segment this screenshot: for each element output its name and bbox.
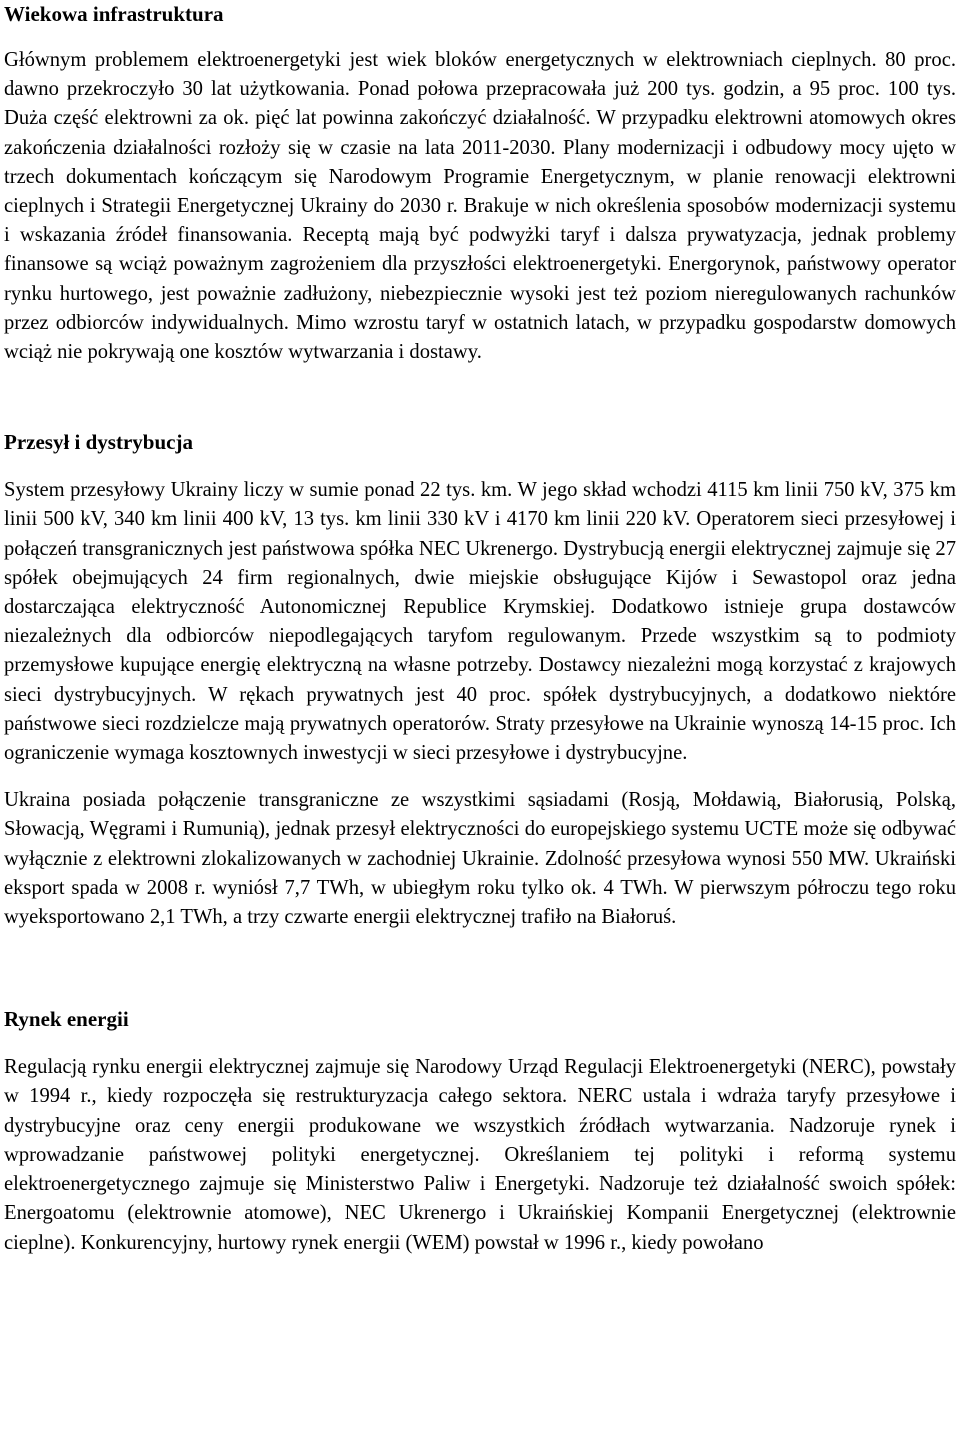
paragraph-infrastructure: Głównym problemem elektroenergetyki jest wiek bloków energetycznych w elektrowniach cieplnych. 80 proc. dawno przekroczyło 30 lat użytkowania. Ponad połowa przepracowała już 200 tys. godzin, a 95 proc. 100 tys. Duża część elektrowni za ok. pięć lat powinna zakończyć działalność. W przypadku elektrowni atomowych okres zakończenia działalności rozłoży się w czasie na lata 2011-2030. Plany modernizacji i odbudowy mocy ujęto w trzech dokumentach kończącym się Narodowym Programie Energetycznym, w planie renowacji elektrowni cieplnych i Strategii Energetycznej Ukrainy do 2030 r. Brakuje w nich określenia sposobów modernizacji systemu i wskazania źródeł finansowania. Receptą mają być podwyżki taryf i dalsza prywatyzacja, jednak problemy finansowe są wciąż poważnym zagrożeniem dla przyszłości elektroenergetyki. Energorynok, państwowy operator rynku hurtowego, jest poważnie zadłużony, niebezpiecznie wysoki jest też poziom nieregulowanych rachunków przez odbiorców indywidualnych. Mimo wzrostu taryf w ostatnich latach, w przypadku gospodarstw domowych wciąż nie pokrywają one kosztów wytwarzania i dostawy. xyxy=(4,49,956,364)
section-heading-transmission: Przesył i dystrybucja xyxy=(4,430,193,455)
section-heading-infrastructure: Wiekowa infrastruktura xyxy=(4,2,224,26)
paragraph-cross-border: Ukraina posiada połączenie transgraniczne ze wszystkimi sąsiadami (Rosją, Mołdawią, Białorusią, Polską, Słowacją, Węgrami i Rumunią), jednak przesył elektryczności do europejskiego systemu UCTE może się odbywać wyłącznie z elektrowni zlokalizowanych w zachodniej Ukrainie. Zdolność przesyłowa wynosi 550 MW. Ukraiński eksport spada w 2008 r. wyniósł 7,7 TWh, w ubiegłym roku tylko ok. 4 TWh. W pierwszym półroczu tego roku wyeksportowano 2,1 TWh, a trzy czwarte energii elektrycznej trafiło na Białoruś. xyxy=(4,789,956,929)
paragraph-energy-market: Regulacją rynku energii elektrycznej zajmuje się Narodowy Urząd Regulacji Elektroenergetyki (NERC), powstały w 1994 r., kiedy rozpoczęła się restrukturyzacja całego sektora. NERC ustala i wdraża taryfy przesyłowe i dystrybucyjne oraz ceny energii produkowane we wszystkich źródłach wytwarzania. Nadzoruje rynek i wprowadzanie państwowej polityki energetycznej. Określaniem tej polityki i reformą systemu elektroenergetycznego zajmuje się Ministerstwo Paliw i Energetyki. Nadzoruje też działalność swoich spółek: Energoatomu (elektrownie atomowe), NEC Ukrenergo i Ukraińskiej Kompanii Energetycznej (elektrownie cieplne). Konkurencyjny, hurtowy rynek energii (WEM) powstał w 1996 r., kiedy powołano xyxy=(4,1056,956,1254)
section-heading-energy-market: Rynek energii xyxy=(4,1007,129,1032)
paragraph-transmission-system: System przesyłowy Ukrainy liczy w sumie ponad 22 tys. km. W jego skład wchodzi 4115 km linii 750 kV, 375 km linii 500 kV, 340 km linii 400 kV, 13 tys. km linii 330 kV i 4170 km linii 220 kV. Operatorem sieci przesyłowej i połączeń transgranicznych jest państwowa spółka NEC Ukrenergo. Dystrybucją energii elektrycznej zajmuje się 27 spółek obejmujących 24 firm regionalnych, dwie miejskie obsługujące Kijów i Sewastopol oraz jedna dostarczająca elektryczność Autonomicznej Republice Krymskiej. Dodatkowo istnieje grupa dostawców niezależnych dla odbiorców niepodlegających taryfom regulowanym. Przede wszystkim są to podmioty przemysłowe kupujące energię elektryczną na własne potrzeby. Dostawcy niezależni mogą korzystać z krajowych sieci dystrybucyjnych. W rękach prywatnych jest 40 proc. spółek dystrybucyjnych, a dodatkowo niektóre państwowe sieci rozdzielcze mają prywatnych operatorów. Straty przesyłowe na Ukrainie wynoszą 14-15 proc. Ich ograniczenie wymaga kosztownych inwestycji w sieci przesyłowe i dystrybucyjne. xyxy=(4,479,956,765)
